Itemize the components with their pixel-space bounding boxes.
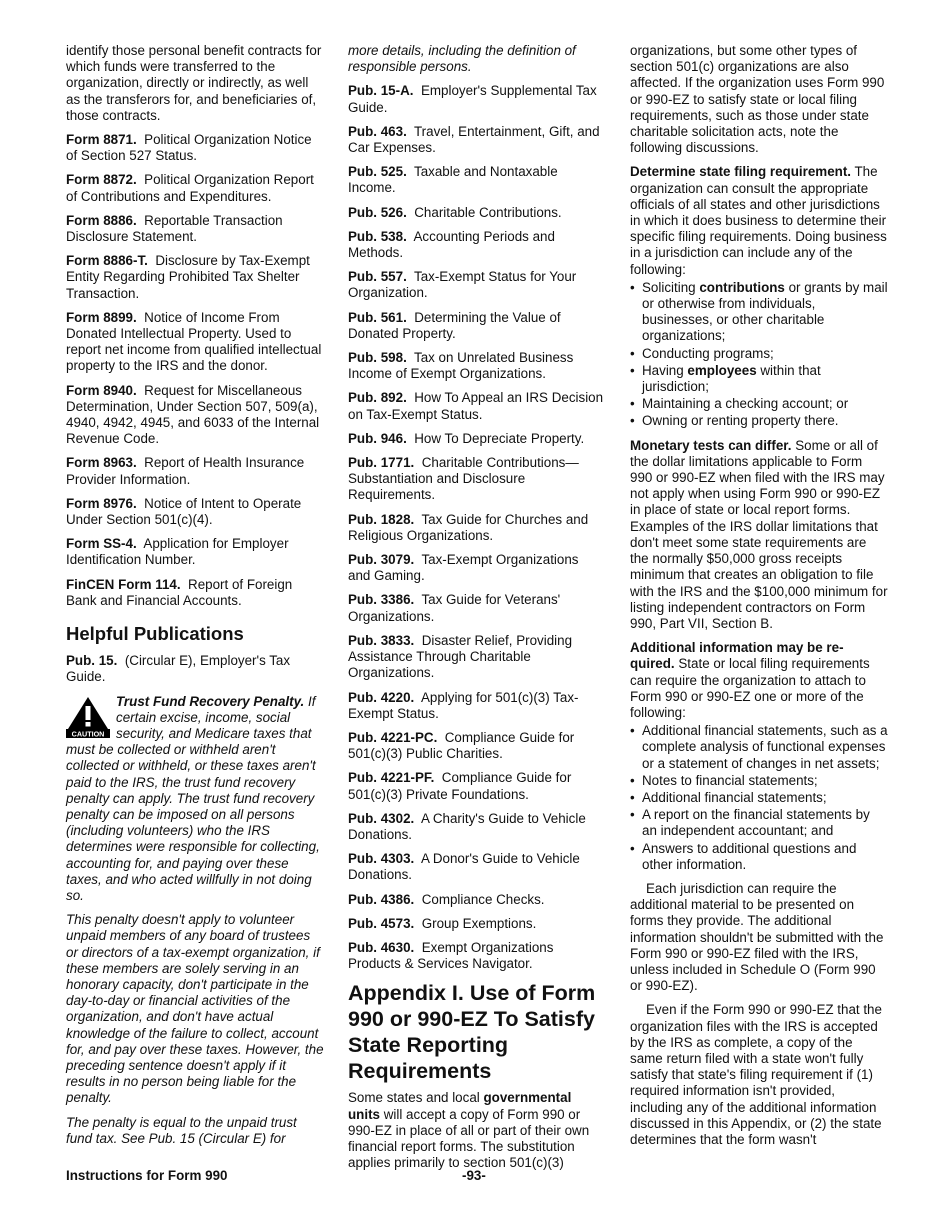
run-in-heading: Determine state filing requirement. — [630, 164, 851, 180]
bold-term: employees — [687, 362, 757, 378]
caution-icon — [66, 696, 110, 738]
entry-text: Compliance Checks. — [421, 891, 545, 907]
entry-text: Compliance Guide for 501(c)(3) Private Foundations. — [348, 770, 572, 802]
entry-text: A Donor's Guide to Vehicle Donations. — [348, 851, 580, 883]
pub-entry — [348, 83, 604, 115]
form-entry — [66, 132, 324, 164]
entry-label: Pub. 4630. — [348, 939, 415, 955]
entry-label: Form 8940. — [66, 382, 137, 398]
bullet-item: • Answers to additional questions and other information. — [630, 841, 888, 873]
page-number: -93- — [462, 1168, 486, 1183]
entry-text: Tax on Unrelated Business Income of Exempt Organizations. — [348, 350, 574, 382]
pub-entry — [348, 124, 604, 156]
form-entry — [66, 310, 324, 375]
paragraph — [630, 640, 888, 721]
entry-text: Determining the Value of Donated Property. — [348, 309, 561, 341]
bullet-item — [630, 280, 888, 345]
entry-label: Pub. 463. — [348, 123, 407, 139]
column-3 — [630, 43, 888, 1156]
form-entry — [66, 536, 324, 568]
bullet-item: • Conducting programs; — [630, 346, 888, 362]
pub-entry — [348, 205, 604, 221]
bold-term: governmental units — [348, 1090, 572, 1122]
entry-label: Pub. 3833. — [348, 632, 415, 648]
entry-text: How To Depreciate Property. — [414, 430, 585, 446]
text-run: or grants by mail or otherwise from individuals, businesses, or other charitable organizations; — [642, 279, 888, 344]
bullet-item: • Maintaining a checking account; or — [630, 396, 888, 412]
entry-label: Form 8963. — [66, 455, 137, 471]
pub-entry — [348, 892, 604, 908]
form-entry — [66, 172, 324, 204]
entry-text: Tax Guide for Churches and Religious Organizations. — [348, 511, 589, 543]
text-run: Soliciting — [642, 279, 696, 295]
paragraph: Each jurisdiction can require the additional material to be presented on forms they provide. The additional information shouldn't be submitted with the Form 990 or 990-EZ filed with the IRS, unless included in Schedule O (Form 990 or 990-EZ). — [630, 880, 884, 994]
bold-term: contributions — [699, 279, 785, 295]
entry-text: Application for Employer Identification Number. — [66, 536, 289, 568]
caution-title: Trust Fund Recovery Penalty. — [116, 693, 305, 709]
entry-text: Request for Miscellaneous Determination, Under Section 507, 509(a), 4940, 4942, 4945, and 6033 of the Internal Revenue Code. — [66, 382, 320, 447]
paragraph — [630, 438, 888, 632]
pub-entry — [348, 512, 604, 544]
entry-text: Tax Guide for Veterans' Organizations. — [348, 592, 561, 624]
paragraph — [348, 1090, 604, 1171]
pub-entry — [348, 730, 604, 762]
entry-text: Charitable Contributions. — [414, 204, 562, 220]
entry-text: Travel, Entertainment, Gift, and Car Expenses. — [348, 123, 600, 156]
entry-label: Form 8872. — [66, 172, 137, 188]
pub-entry — [348, 811, 604, 843]
entry-label: Form 8976. — [66, 495, 137, 511]
text-run: The organization can consult the appropriate officials of all states and other jurisdictions in which it does business to determine their specific filing requirements. Doing business in a jurisdiction can include any of the following: — [630, 164, 887, 277]
entry-label: Pub. 525. — [348, 164, 407, 180]
entry-text: How To Appeal an IRS Decision on Tax-Exempt Status. — [348, 390, 604, 422]
paragraph — [630, 164, 888, 277]
entry-text: Report of Health Insurance Provider Information. — [66, 455, 305, 487]
pub-entry — [348, 770, 604, 802]
bullet-item: • Notes to financial statements; — [630, 773, 888, 789]
run-in-heading: Additional information may be re-quired. — [630, 640, 844, 672]
paragraph: organizations, but some other types of section 501(c) organizations are also affected. If the organization uses Form 990 or 990-EZ to satisfy state or local filing requirements, such as those under state charitable solicitation acts, note the following discussions. — [630, 43, 885, 156]
entry-text: Notice of Income From Donated Intellectual Property. Used to report net income from qualified intellectual property to the IRS and the donor. — [66, 309, 322, 374]
form-entry — [66, 213, 324, 245]
pub-entry — [348, 916, 604, 932]
pub-entry — [348, 390, 604, 422]
entry-label: Pub. 3386. — [348, 592, 415, 608]
bullet-item: • Owning or renting property there. — [630, 413, 888, 429]
entry-text: Political Organization Report of Contributions and Expenditures. — [66, 172, 314, 204]
paragraph: more details, including the definition of responsible persons. — [348, 43, 576, 75]
caution-paragraph: This penalty doesn't apply to volunteer unpaid members of any board of trustees or directors of a tax-exempt organization, if these members are solely serving in an honorary capacity, don't participate in the day-to-day or financial activities of the organization, and don't have actual knowledge of the failure to collect, account for, and pay over these taxes. However, the preceding sentence doesn't apply if it results in no person being liable for the penalty. — [66, 912, 324, 1106]
entry-text: Disclosure by Tax-Exempt Entity Regarding Prohibited Tax Shelter Transaction. — [66, 253, 310, 301]
pub-entry — [348, 592, 604, 624]
column-1 — [66, 43, 324, 1155]
entry-text: Charitable Contributions—Substantiation and Disclosure Requirements. — [348, 455, 579, 503]
entry-text: Disaster Relief, Providing Assistance Through Charitable Organizations. — [348, 632, 573, 681]
entry-text: A Charity's Guide to Vehicle Donations. — [348, 810, 586, 842]
pub-entry — [348, 431, 604, 447]
entry-label: Pub. 4220. — [348, 689, 415, 705]
pub-entry — [348, 851, 604, 883]
text-run: Some or all of the dollar limitations applicable to Form 990 or 990-EZ when filed with the IRS may not apply when using Form 990 or 990-EZ in place of state or local report forms. Examples of the IRS dollar limitations that don't meet some state requirements are the normally $50,000 gross receipts minimum that creates an obligation to file with the IRS and the $100,000 minimum for listing independent contractors on Form 990, Part VII, Section B. — [630, 437, 888, 631]
paragraph: Even if the Form 990 or 990-EZ that the organization files with the IRS is accepted by the IRS as complete, a copy of the same return filed with a state won't fully satisfy that state's filing requirement if (1) required information isn't provided, including any of the additional information discussed in this Appendix, or (2) the state determines that the form wasn't — [630, 1002, 882, 1147]
pub-entry — [348, 552, 604, 584]
bullet-item — [630, 363, 888, 395]
text-run: Some states and local — [348, 1090, 480, 1106]
entry-text: Employer's Supplemental Tax Guide. — [348, 83, 597, 115]
entry-label: Pub. 557. — [348, 269, 407, 285]
section-heading: Helpful Publications — [66, 623, 244, 645]
entry-label: Pub. 946. — [348, 430, 407, 446]
text-run: will accept a copy of Form 990 or 990-EZ in place of all or part of their own financial report forms. The substitution applies primarily to section 501(c)(3) — [348, 1106, 590, 1171]
form-entry — [66, 496, 324, 528]
entry-label: Pub. 1771. — [348, 455, 415, 471]
entry-label: Pub. 892. — [348, 390, 407, 406]
pub-entry — [348, 310, 604, 342]
entry-label: Pub. 526. — [348, 204, 407, 220]
form-entry — [66, 253, 324, 302]
entry-label: Form 8886-T. — [66, 253, 148, 269]
caution-icon-label: CAUTION — [71, 729, 105, 738]
entry-text: Exempt Organizations Products & Services Navigator. — [348, 939, 554, 972]
entry-text: Compliance Guide for 501(c)(3) Public Charities. — [348, 729, 575, 762]
entry-label: Pub. 4221-PC. — [348, 729, 438, 745]
pub-entry — [348, 455, 604, 504]
form-entry — [66, 455, 324, 487]
entry-label: FinCEN Form 114. — [66, 576, 181, 592]
text-run: State or local filing requirements can require the organization to attach to Form 990 or 990-EZ one or more of the following: — [630, 656, 870, 720]
paragraph: identify those personal benefit contracts for which funds were transferred to the organization, directly or indirectly, as well as the transferors for, and beneficiaries of, those contracts. — [66, 43, 322, 123]
entry-text: Applying for 501(c)(3) Tax-Exempt Status. — [348, 689, 579, 721]
entry-text: Accounting Periods and Methods. — [348, 228, 555, 261]
entry-label: Pub. 3079. — [348, 552, 415, 568]
entry-text: Notice of Intent to Operate Under Section 501(c)(4). — [66, 495, 302, 528]
caution-box — [66, 694, 324, 1147]
pub-entry — [66, 653, 324, 685]
pub-entry — [348, 690, 604, 722]
entry-label: Pub. 598. — [348, 350, 407, 366]
pub-entry — [348, 164, 604, 196]
column-2 — [348, 43, 604, 1179]
bullet-item: • Additional financial statements, such as a complete analysis of functional expenses or a statement of changes in net assets; — [630, 723, 888, 772]
entry-label: Pub. 4303. — [348, 851, 415, 867]
entry-label: Form 8886. — [66, 212, 137, 228]
entry-text: Political Organization Notice of Section 527 Status. — [66, 132, 312, 164]
form-entry — [66, 383, 324, 448]
run-in-heading: Monetary tests can differ. — [630, 437, 792, 453]
caution-paragraph: The penalty is equal to the unpaid trust fund tax. See Pub. 15 (Circular E) for — [66, 1114, 297, 1146]
pub-entry — [348, 229, 604, 261]
text-run: Having — [642, 362, 684, 378]
entry-text: (Circular E), Employer's Tax Guide. — [66, 653, 291, 685]
entry-label: Pub. 1828. — [348, 511, 415, 527]
entry-text: Tax-Exempt Status for Your Organization. — [348, 269, 577, 301]
entry-label: Pub. 4302. — [348, 810, 415, 826]
caution-body: If certain excise, income, social security, and Medicare taxes that must be collected or withheld aren't collected or withheld, or these taxes aren't paid to the IRS, the trust fund recovery penalty can apply. The trust fund recovery penalty can be imposed on all persons (including volunteers) who the IRS determines were responsible for collecting, accounting for, and paying over these taxes, and who acted willfully in not doing so. — [66, 693, 320, 903]
text-run: within that jurisdiction; — [642, 362, 821, 395]
entry-text: Group Exemptions. — [421, 915, 537, 931]
entry-text: Reportable Transaction Disclosure Statement. — [66, 212, 283, 245]
entry-label: Pub. 4573. — [348, 915, 415, 931]
pub-entry — [348, 940, 604, 972]
bullet-item: • A report on the financial statements by an independent accountant; and — [630, 807, 888, 839]
entry-label: Pub. 561. — [348, 309, 407, 325]
pub-entry — [348, 350, 604, 382]
entry-label: Pub. 538. — [348, 228, 407, 244]
form-entry — [66, 577, 324, 609]
entry-label: Pub. 15-A. — [348, 83, 414, 99]
pub-entry — [348, 633, 604, 682]
entry-text: Tax-Exempt Organizations and Gaming. — [348, 552, 579, 584]
entry-label: Form SS-4. — [66, 536, 137, 552]
appendix-title: Appendix I. Use of Form 990 or 990-EZ To Satisfy State Reporting Requirements — [348, 981, 596, 1084]
footer-doc-title: Instructions for Form 990 — [66, 1168, 228, 1183]
entry-label: Form 8871. — [66, 132, 137, 148]
entry-label: Pub. 4386. — [348, 891, 415, 907]
entry-label: Form 8899. — [66, 309, 137, 325]
entry-text: Taxable and Nontaxable Income. — [348, 164, 558, 196]
entry-label: Pub. 4221-PF. — [348, 770, 435, 786]
pub-entry — [348, 269, 604, 301]
entry-label: Pub. 15. — [66, 653, 118, 669]
entry-text: Report of Foreign Bank and Financial Accounts. — [66, 576, 293, 608]
bullet-item: • Additional financial statements; — [630, 790, 888, 806]
